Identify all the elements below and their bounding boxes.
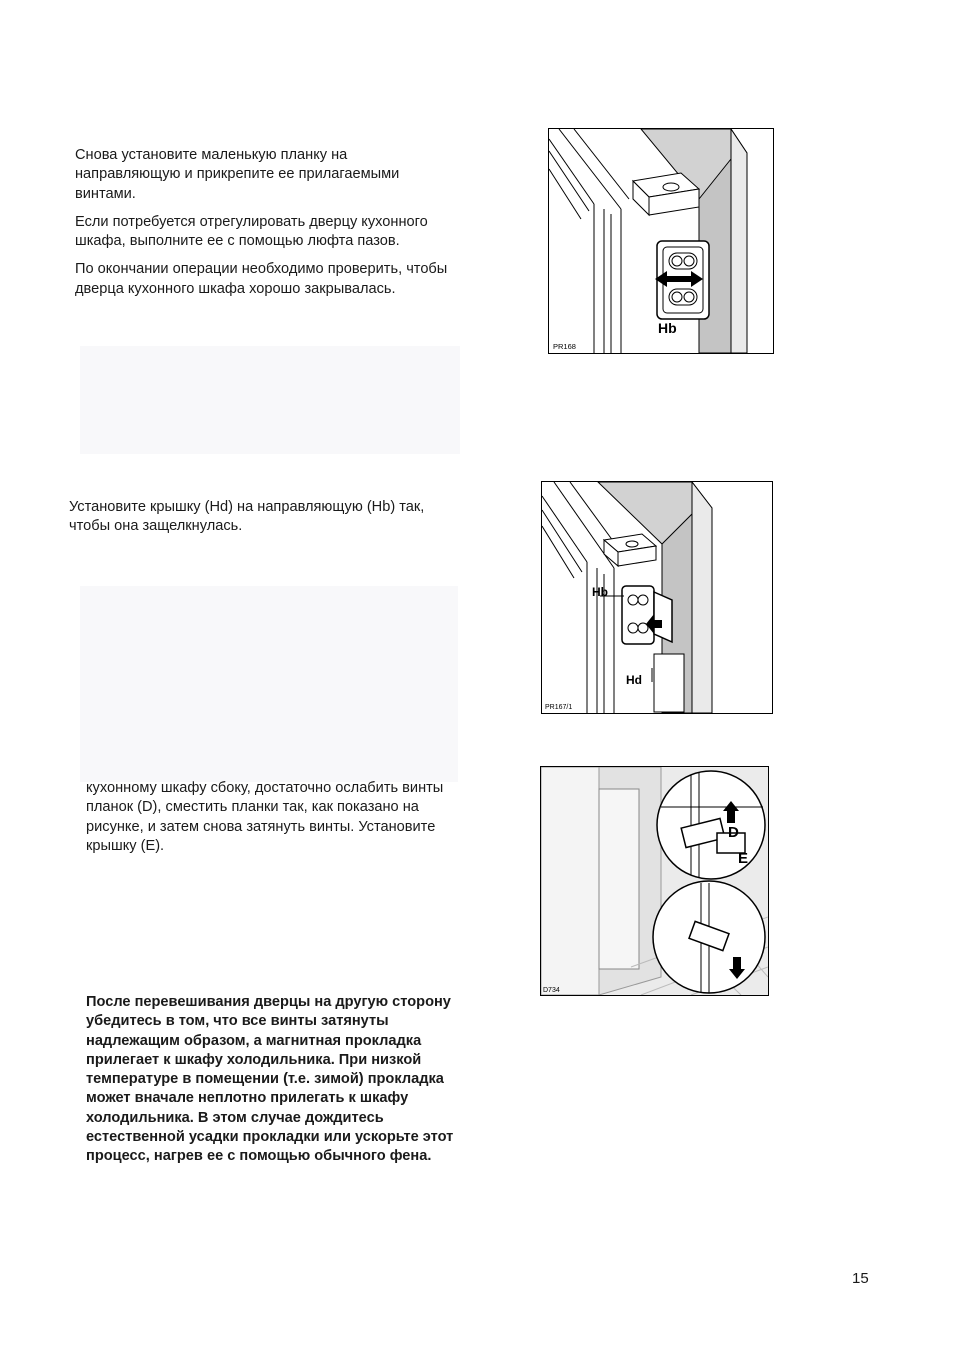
figure2-label-hb: Hb <box>592 585 608 599</box>
figure3-code: D734 <box>543 987 560 994</box>
section1-paragraph-2: Если потребуется отрегулировать дверцу кухонного шкафа, выполните ее с помощью люфта пазов. <box>75 213 428 250</box>
warning-note <box>86 993 471 1167</box>
figure-hinge-adjust <box>548 128 774 354</box>
figure2-label-hd: Hd <box>626 673 642 687</box>
blank-region <box>80 346 460 454</box>
section1-text <box>75 146 455 299</box>
page-number: 15 <box>852 1270 869 1287</box>
figure1-label-hb: Hb <box>658 320 677 336</box>
section3-paragraph-1: кухонному шкафу сбоку, достаточно ослабить винты планок (D), сместить планки так, как показано на рисунке, и затем снова затянуть винты. Установите крышку (E). <box>86 780 444 854</box>
warning-note-text: После перевешивания дверцы на другую сторону убедитесь в том, что все винты затянуты надлежащим образом, а магнитная прокладка прилегает к шкафу холодильника. При низкой температуре в помещении (т.е. зимой) прокладка может вначале неплотно прилегать к шкафу холодильника. В этом случае дождитесь естественной усадки прокладки или ускорьте этот процесс, нагрев ее с помощью обычного фена. <box>86 994 454 1165</box>
figure3-label-d: D <box>728 824 739 841</box>
figure1-code: PR168 <box>553 342 576 351</box>
section2-text <box>69 498 449 537</box>
figure-side-plates <box>540 766 769 996</box>
section1-paragraph-1: Снова установите маленькую планку на направляющую и прикрепите ее прилагаемыми винтами. <box>75 147 400 202</box>
figure-cover-install <box>541 481 773 714</box>
figure2-code: PR167/1 <box>545 704 573 711</box>
blank-region <box>80 586 458 782</box>
section1-paragraph-3: По окончании операции необходимо проверить, чтобы дверца кухонного шкафа хорошо закрывалась. <box>75 261 448 297</box>
section3-text <box>86 779 446 856</box>
figure3-label-e: E <box>738 850 749 867</box>
section2-paragraph-1: Установите крышку (Hd) на направляющую (Hb) так, чтобы она защелкнулась. <box>69 499 425 535</box>
